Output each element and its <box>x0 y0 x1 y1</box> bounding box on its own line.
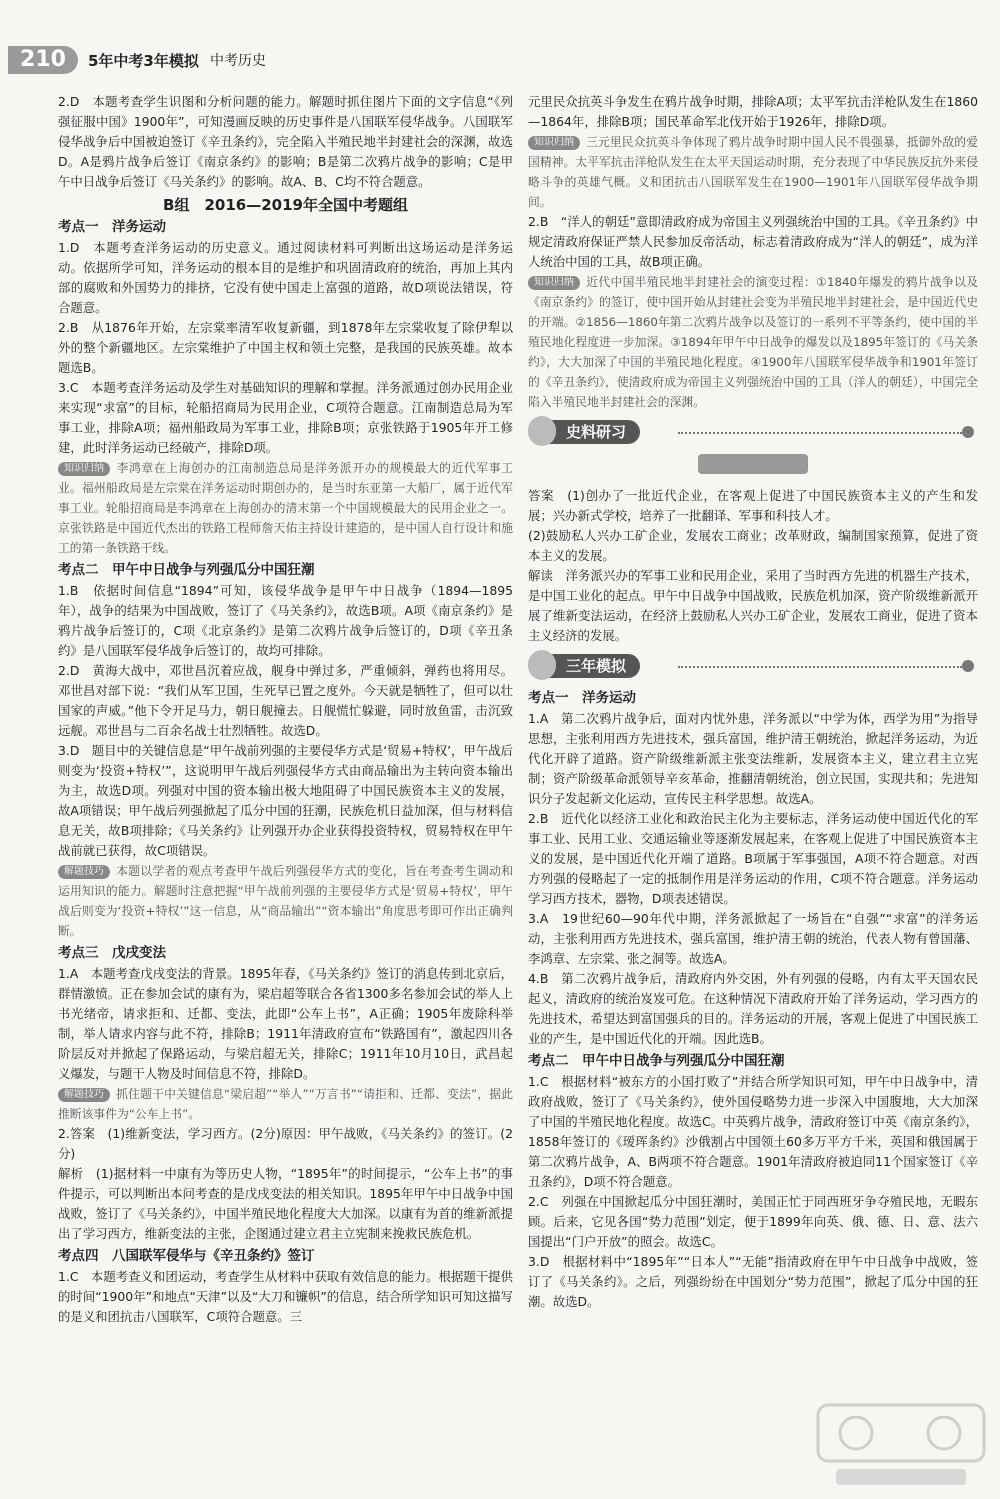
note-text: 李鸿章在上海创办的江南制造总局是洋务派开办的规模最大的近代军事工业。福州船政局是左宗棠在洋务运动时期创办的，是当时东亚第一大船厂，属于近代军事工业。轮船招商局是李鸿章在上海创办的清末第一个中国规模最大的民用企业之一。京张铁路是中国近代杰出的铁路工程师詹天佑主持设计建造的，是中国人自行设计和施工的第一条铁路干线。 <box>58 461 513 555</box>
note-text: 三元里民众抗英斗争体现了鸦片战争时期中国人民不畏强暴，抵御外敌的爱国精神。太平军抗击洋枪队发生在太平天国运动时期，充分表现了中华民族反抗外来侵略斗争的英雄气概。义和团抗击八国联军发生在1900—1901年八国联军侵华战争期间。 <box>528 135 978 209</box>
note-tag: 知识归纳 <box>528 136 580 150</box>
knowledge-note <box>58 458 513 558</box>
topic-heading: 考点二 甲午中日战争与列强瓜分中国狂潮 <box>528 1053 785 1069</box>
answer-item: 1.C 根据材料“被东方的小国打败了”并结合所学知识可知，甲午中日战争中，清政府战败，签订了《马关条约》，使外国侵略势力进一步深入中国腹地，大大加深了中国的半殖民地化程度。故选C。中英鸦片战争，清政府签订中英《南京条约》，1858年签订的《瑷珲条约》沙俄割占中国领土60多万平方千米，英国和俄国属于第二次鸦片战争，A、B两项不符合题意。1901年清政府被迫同11个国家签订《辛丑条约》，D项不符合题意。 <box>528 1074 978 1189</box>
answer-item: 2.B “洋人的朝廷”意即清政府成为帝国主义列强统治中国的工具。《辛丑条约》中规定清政府保证严禁人民参加反帝活动，标志着清政府成为“洋人的朝廷”，成为洋人统治中国的工具，故B项正确。 <box>528 214 978 269</box>
answer-item: 2.B 近代化以经济工业化和政治民主化为主要标志，洋务运动使中国近代化的军事工业、民用工业、交通运输业等逐渐发展起来，在客观上促进了中国民族资本主义的发展，是中国近代化开端了道路。B项属于军事强国，A项不符合题意。对西方列强的侵略起了一定的抵制作用是洋务运动的作用，C项不符合题意。洋务运动学习西方技术，器物，D项表述错误。 <box>528 811 978 906</box>
tip-note <box>58 861 513 941</box>
topic-heading: 考点一 洋务运动 <box>528 690 636 706</box>
page-header <box>0 0 1000 70</box>
watermark-logo-icon <box>816 1403 986 1493</box>
note-text: 本题以学者的观点考查甲午战后列强侵华方式的变化，旨在考查考生调动和运用知识的能力。解题时注意把握“甲午战前列强的主要侵华方式是‘贸易+特权’，甲午战后则变为‘投资+特权’”这一信息，从“商品输出”“资本输出”角度思考即可作出正确判断。 <box>58 864 513 938</box>
note-text: 抓住题干中关键信息“梁启超”“举人”“万言书”“请拒和、迁都、变法”，据此推断该事件为“公车上书”。 <box>58 1087 513 1121</box>
answer-item: 2.C 列强在中国掀起瓜分中国狂潮时，美国正忙于同西班牙争夺殖民地，无暇东顾。后来，它见各国“势力范围”划定，便于1899年向英、俄、德、日、意、法六国提出“门户开放”的照会。故选C。 <box>528 1194 978 1249</box>
note-tag: 知识归纳 <box>528 276 580 290</box>
topic-heading: 考点一 洋务运动 <box>58 219 166 235</box>
banner-divider <box>678 666 962 668</box>
note-tag: 解题技巧 <box>58 865 110 879</box>
answer-item: 1.C 本题考查义和团运动，考查学生从材料中获取有效信息的能力。根据题干提供的时间“1900年”和地点“天津”以及“大刀和镰帜”的信息，结合所学知识可知这描写的是义和团抗击八国联军，C项符合题意。三 <box>58 1269 513 1324</box>
answer-item: 3.D 根据材料中“1895年”“日本人”“无能”指清政府在甲午中日战争中战败，签订了《马关条约》。之后，列强纷纷在中国划分“势力范围”，掀起了瓜分中国的狂潮。故选D。 <box>528 1254 978 1309</box>
answer-item: 3.D 题目中的关键信息是“甲午战前列强的主要侵华方式是‘贸易+特权’，甲午战后则变为‘投资+特权’”，这说明甲午战后列强侵华方式由商品输出为主转向资本输出为主，故选D项。列强对中国的资本输出极大地阻碍了中国民族资本主义的发展，故A项错误；甲午战后列强掀起了瓜分中国的狂潮，民族危机日益加深，但与材料信息无关，故B项排除；《马关条约》让列强开办企业获得投资特权，贸易特权在甲午战前就已获得，故C项错误。 <box>58 743 513 858</box>
answer-item: 1.A 第二次鸦片战争后，面对内忧外患，洋务派以“中学为体，西学为用”为指导思想，主张利用西方先进技术，强兵富国，维护清王朝统治，掀起洋务运动，为近代化开辟了道路。资产阶级维新派主张变法维新，发展资本主义，建立君主立宪制；资产阶级革命派领导辛亥革命，推翻清朝统治，创立民国，实现共和；先进知识分子发起新文化运动，宣传民主科学思想。故选A。 <box>528 711 978 806</box>
topic-heading: 考点二 甲午中日战争与列强瓜分中国狂潮 <box>58 562 315 578</box>
group-title: B组 2016—2019年全国中考题组 <box>163 196 408 214</box>
badge-strip <box>528 454 978 480</box>
banner-label: 史料研习 <box>538 420 640 444</box>
banner-dot-icon <box>962 426 974 438</box>
answer-item: (2)鼓励私人兴办工矿企业，发展农工商业；改革财政，编制国家预算，促进了资本主义的发展。 <box>528 528 978 563</box>
analysis-text: 解析 (1)据材料一中康有为等历史人物，“1895年”的时间提示，“公车上书”的事件提示，可以判断出本问考查的是戊戌变法的相关知识。1895年甲午中日战争中国战败，签订了《马关条约》，中国半殖民地化程度大大加深。以康有为首的维新派提出了学习西方，维新变法的主张，企图通过建立君主立宪制来挽救民族危机。 <box>58 1166 513 1241</box>
answer-item: 4.B 第二次鸦片战争后，清政府内外交困，外有列强的侵略，内有太平天国农民起义，清政府的统治岌岌可危。在这种情况下清政府开始了洋务运动，学习西方的先进技术，希望达到富国强兵的目的。洋务运动的开展，客观上促进了中国民族工业的产生，是中国近代化的开端。因此选B。 <box>528 971 978 1046</box>
answer-item: 2.B 从1876年开始，左宗棠率清军收复新疆，到1878年左宗棠收复了除伊犁以外的整个新疆地区。左宗棠维护了中国主权和领土完整，是我国的民族英雄。故本题选B。 <box>58 320 513 375</box>
knowledge-note <box>528 272 978 412</box>
answer-item: 答案 (1)创办了一批近代企业，在客观上促进了中国民族资本主义的产生和发展；兴办新式学校，培养了一批翻译、军事和科技人才。 <box>528 488 978 523</box>
answer-item: 2.答案 (1)维新变法，学习西方。(2分)原因：甲午战败，《马关条约》的签订。(2分) <box>58 1126 513 1161</box>
book-subject: 中考历史 <box>210 53 266 69</box>
mascot-icon <box>528 650 556 680</box>
answer-item: 1.D 本题考查洋务运动的历史意义。通过阅读材料可判断出这场运动是洋务运动。依据所学可知，洋务运动的根本目的是维护和巩固清政府的统治，再加上其内部的腐败和外国势力的排挤，它没有使中国走上富强的道路，故D项说法错误，符合题意。 <box>58 240 513 315</box>
interpretation-text: 解读 洋务派兴办的军事工业和民用企业，采用了当时西方先进的机器生产技术，是中国工业化的起点。甲午中日战争中国战败，民族危机加深，资产阶级维新派开展了维新变法运动，在经济上鼓励私人兴办工矿企业，发展农工商业，促进了资本主义经济的发展。 <box>528 568 978 643</box>
banner-divider <box>678 432 962 434</box>
section-banner <box>528 418 978 448</box>
answer-item: 3.C 本题考查洋务运动及学生对基础知识的理解和掌握。洋务派通过创办民用企业来实现“求富”的目标，轮船招商局为民用企业，C项符合题意。江南制造总局为军事工业，排除A项；福州船政局为军事工业，排除B项；京张铁路于1905年开工修建，此时洋务运动已经破产，排除D项。 <box>58 380 513 455</box>
tip-note <box>58 1084 513 1124</box>
topic-heading: 考点三 戊戌变法 <box>58 945 166 961</box>
answer-item: 1.A 本题考查戊戌变法的背景。1895年春，《马关条约》签订的消息传到北京后，群情激愤。正在参加会试的康有为，梁启超等联合各省1300多名参加会试的举人上书光绪帝，请求拒和、迁都、变法，此即“公车上书”，A正确；1905年废除科举制，举人请求内容与此不符，排除B；1911年清政府宣布“铁路国有”，激起四川各阶层反对并掀起了保路运动，与梁启超无关，排除C；1911年10月10日，武昌起义爆发，与题干人物及时间信息不符，排除D。 <box>58 966 513 1081</box>
left-column <box>58 92 513 1327</box>
note-text: 近代中国半殖民地半封建社会的演变过程：①1840年爆发的鸦片战争以及《南京条约》的签订，使中国开始从封建社会变为半殖民地半封建社会，是中国近代史的开端。②1856—1860年第二次鸦片战争以及签订的一系列不平等条约，使中国的半殖民地化程度进一步加深。③1894年甲午中日战争的爆发以及1895年签订的《马关条约》，大大加深了中国的半殖民地化程度。④1900年八国联军侵华战争和1901年签订的《辛丑条约》，使清政府成为帝国主义列强统治中国的工具（洋人的朝廷），中国完全陷入半殖民地半封建社会的深渊。 <box>528 275 978 409</box>
answer-item: 1.B 依据时间信息“1894”可知，该侵华战争是甲午中日战争（1894—1895年），战争的结果为中国战败，签订了《马关条约》，故选B项。A项《南京条约》是鸦片战争后签订的，C项《北京条约》是第二次鸦片战争后签订的，D项《辛丑条约》是八国联军侵华战争后签订的，故均可排除。 <box>58 583 513 658</box>
answer-item: 元里民众抗英斗争发生在鸦片战争时期，排除A项；太平军抗击洋枪队发生在1860—1864年，排除B项；国民革命军北伐开始于1926年，排除D项。 <box>528 94 978 129</box>
answer-item: 2.D 黄海大战中，邓世昌沉着应战，舰身中弹过多，严重倾斜，弹药也将用尽。邓世昌对部下说：“我们从军卫国，生死早已置之度外。今天就是牺牲了，但可以壮国家的声威。”他下令开足马力，朝日舰撞去。日舰慌忙躲避，同时放鱼雷，击沉致远舰。邓世昌与二百余名战士壮烈牺牲。故选D。 <box>58 663 513 738</box>
right-column <box>528 92 978 1312</box>
banner-label: 三年模拟 <box>538 654 640 678</box>
badge-icon <box>698 454 808 474</box>
note-tag: 解题技巧 <box>58 1088 110 1102</box>
answer-item: 2.D 本题考查学生识图和分析问题的能力。解题时抓住图片下面的文字信息“《列强征服中国》1900年”，可知漫画反映的历史事件是八国联军侵华战争。八国联军侵华战争后中国被迫签订《辛丑条约》，完全陷入半殖民地半封建社会的深渊，故选D。A是鸦片战争后签订《南京条约》的影响；B是第二次鸦片战争的影响；C是甲午中日战争后签订《马关条约》的影响。故A、B、C均不符合题意。 <box>58 94 513 189</box>
section-banner <box>528 652 978 682</box>
knowledge-note <box>528 132 978 212</box>
page-number: 210 <box>8 46 78 74</box>
answer-item: 3.A 19世纪60—90年代中期，洋务派掀起了一场旨在“自强”“求富”的洋务运动，主张利用西方先进技术，强兵富国，维护清王朝的统治，代表人物有曾国藩、李鸿章、左宗棠、张之洞等。故选A。 <box>528 911 978 966</box>
banner-dot-icon <box>962 660 974 672</box>
note-tag: 知识归纳 <box>58 462 110 476</box>
topic-heading: 考点四 八国联军侵华与《辛丑条约》签订 <box>58 1248 315 1264</box>
book-title: 5年中考3年模拟 <box>88 52 199 70</box>
mascot-icon <box>528 416 556 446</box>
